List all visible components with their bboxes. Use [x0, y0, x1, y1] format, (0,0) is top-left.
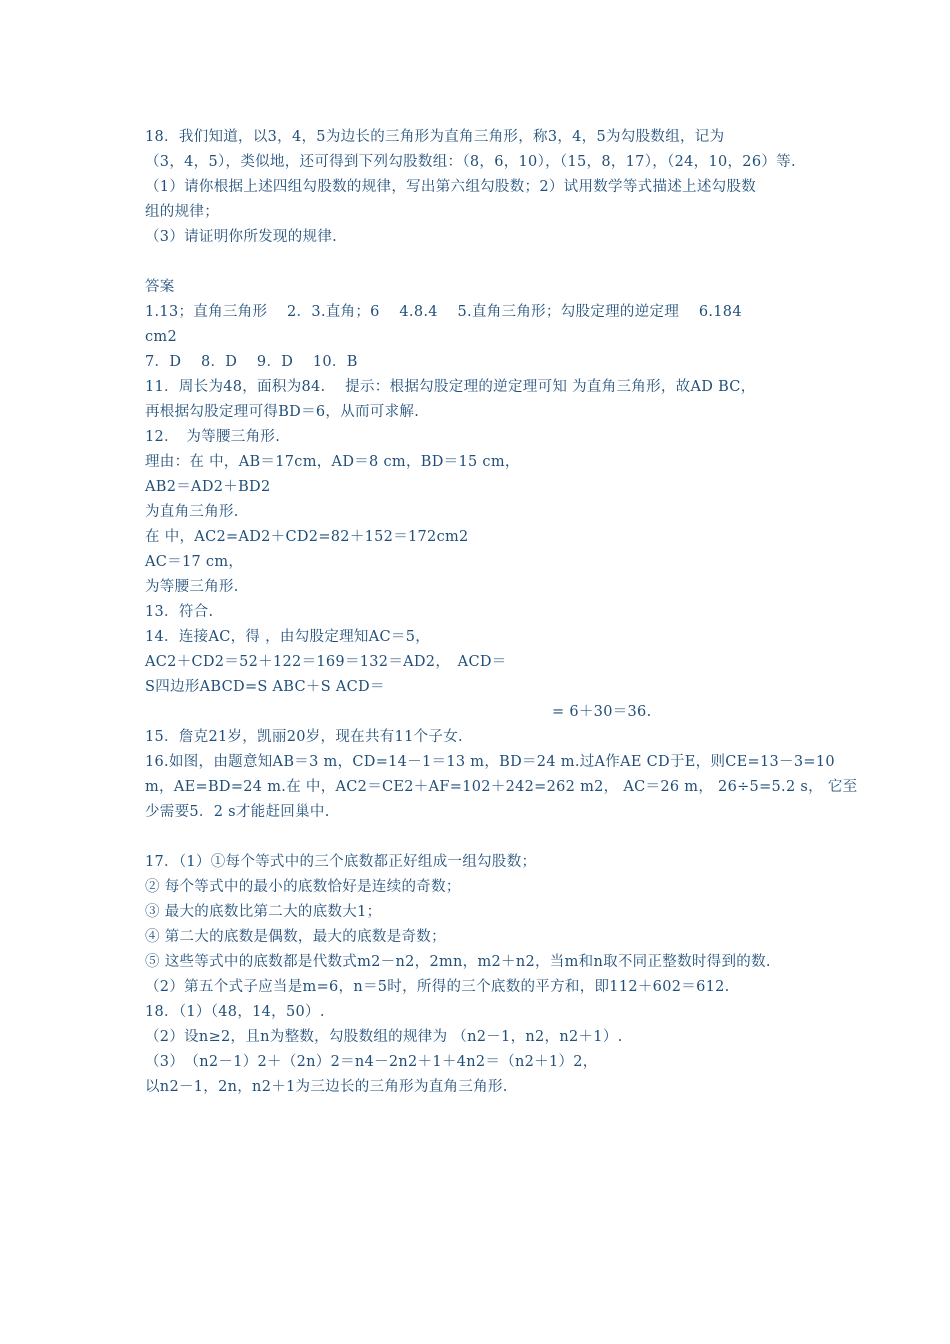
answer-line: S四边形ABCD=S ABC＋S ACD＝	[145, 679, 385, 695]
q18-line-4: 组的规律；	[145, 204, 219, 220]
answer-line: 为直角三角形.	[145, 504, 239, 520]
answer-line: 再根据勾股定理可得BD＝6，从而可求解.	[145, 404, 420, 420]
answer-line: AB2＝AD2＋BD2	[145, 479, 271, 495]
q18-line-3: （1）请你根据上述四组勾股数的规律，写出第六组勾股数；2）试用数学等式描述上述勾股数	[145, 179, 757, 195]
answer-line: 11．周长为48，面积为84. 提示：根据勾股定理的逆定理可知 为直角三角形，故AD BC，	[145, 379, 756, 395]
answer-line: 15．詹克21岁，凯丽20岁，现在共有11个子女.	[145, 729, 463, 745]
answer-line: 13．符合.	[145, 604, 214, 620]
answer-line: 为等腰三角形.	[145, 579, 239, 595]
q18-line-1: 18．我们知道，以3，4，5为边长的三角形为直角三角形，称3，4，5为勾股数组，记为	[145, 129, 725, 145]
answer-line: cm2	[145, 329, 177, 345]
answer-line: m，AE=BD=24 m.在 中，AC2＝CE2＋AF=102＋242=262 m2， AC＝26 m， 26÷5=5.2 s， 它至	[145, 779, 858, 795]
answer-line: = 6＋30＝36.	[552, 704, 652, 720]
answer-line: ⑤ 这些等式中的底数都是代数式m2－n2，2mn，m2＋n2，当m和n取不同正整数时得到的数.	[145, 954, 771, 970]
answer-line: 18．（1）（48，14，50）.	[145, 1004, 325, 1020]
answer-line: 在 中，AC2=AD2＋CD2=82＋152＝172cm2	[145, 529, 469, 545]
answer-line: AC2＋CD2＝52＋122＝169＝132＝AD2， ACD＝	[145, 654, 507, 670]
answer-line: 1.13；直角三角形 2．3.直角；6 4.8.4 5.直角三角形；勾股定理的逆定理 6.184	[145, 304, 742, 320]
answer-line: （2）第五个式子应当是m=6，n＝5时，所得的三个底数的平方和，即112＋602＝612.	[145, 979, 730, 995]
answer-line: ② 每个等式中的最小的底数恰好是连续的奇数；	[145, 879, 461, 895]
answer-line: AC＝17 cm，	[145, 554, 244, 570]
answer-line: ③ 最大的底数比第二大的底数大1；	[145, 904, 382, 920]
answer-line: 14．连接AC，得 ，由勾股定理知AC＝5，	[145, 629, 431, 645]
answer-line: 7．D 8．D 9．D 10．B	[145, 354, 358, 370]
answer-line: （3） （n2－1）2＋（2n）2＝n4－2n2＋1＋4n2＝（n2＋1）2，	[145, 1054, 598, 1070]
answer-line: 少需要5．2 s才能赶回巢中.	[145, 804, 330, 820]
q18-line-2: （3，4，5），类似地，还可得到下列勾股数组：（8，6，10），（15，8，17），（24，10，26）等.	[145, 154, 796, 170]
answer-line: 以n2－1，2n，n2＋1为三边长的三角形为直角三角形.	[145, 1079, 508, 1095]
answer-line: 16.如图，由题意知AB＝3 m，CD=14－1＝13 m，BD＝24 m.过A作AE CD于E，则CE=13－3=10	[145, 754, 835, 770]
q18-line-5: （3）请证明你所发现的规律.	[145, 229, 338, 245]
answer-line: ④ 第二大的底数是偶数，最大的底数是奇数；	[145, 929, 446, 945]
answer-line: 17．（1）①每个等式中的三个底数都正好组成一组勾股数；	[145, 854, 537, 870]
answer-line: 理由：在 中，AB＝17cm，AD＝8 cm，BD＝15 cm，	[145, 454, 520, 470]
answer-line: 12． 为等腰三角形.	[145, 429, 281, 445]
answers-heading: 答案	[145, 279, 175, 295]
answer-line: （2）设n≥2，且n为整数，勾股数组的规律为 （n2－1，n2，n2＋1）.	[145, 1029, 623, 1045]
